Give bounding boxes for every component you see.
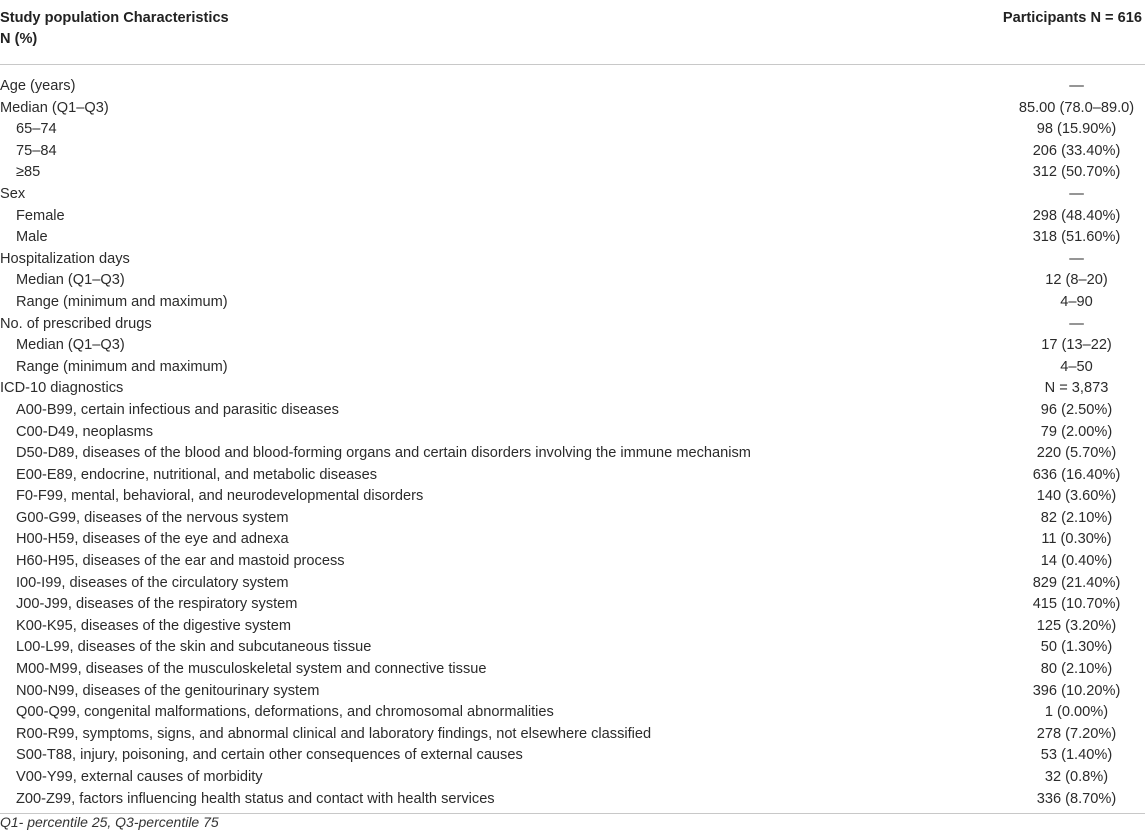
row-label: I00-I99, diseases of the circulatory system	[16, 574, 289, 591]
row-label: 75–84	[16, 142, 57, 159]
row-label: F0-F99, mental, behavioral, and neurodevelopmental disorders	[16, 488, 424, 505]
table-row	[0, 400, 1145, 422]
row-label: ≥85	[16, 164, 41, 181]
row-value: 14 (0.40%)	[1040, 553, 1113, 570]
table-row	[0, 76, 1145, 98]
table-row	[0, 508, 1145, 530]
row-label: S00-T88, injury, poisoning, and certain other consequences of external causes	[16, 747, 523, 764]
table-row	[0, 681, 1145, 703]
table-row	[0, 745, 1145, 767]
row-label: E00-E89, endocrine, nutritional, and metabolic diseases	[16, 466, 378, 483]
table-body	[0, 65, 1145, 814]
row-label: D50-D89, diseases of the blood and blood-forming organs and certain disorders involving the immune mechanism	[16, 445, 751, 462]
row-label: Median (Q1–Q3)	[16, 337, 125, 354]
table-footnote: Q1- percentile 25, Q3-percentile 75	[0, 814, 219, 830]
table-row	[0, 141, 1145, 163]
row-label: Range (minimum and maximum)	[16, 293, 228, 310]
row-value: 4–50	[1060, 358, 1093, 375]
row-label: Median (Q1–Q3)	[16, 272, 125, 289]
row-value: 140 (3.60%)	[1036, 488, 1117, 505]
row-value: 80 (2.10%)	[1040, 661, 1113, 678]
table-row	[0, 422, 1145, 444]
table-row	[0, 789, 1145, 814]
row-value: 1 (0.00%)	[1044, 704, 1109, 721]
table-row	[0, 443, 1145, 465]
table-row	[0, 314, 1145, 336]
row-value: 4–90	[1060, 293, 1093, 310]
spacer-row	[0, 65, 1145, 77]
table-row	[0, 529, 1145, 551]
row-value: 79 (2.00%)	[1040, 423, 1113, 440]
row-label: V00-Y99, external causes of morbidity	[16, 769, 263, 785]
row-label: Female	[16, 207, 65, 224]
row-label: Sex	[0, 185, 26, 202]
row-value: 278 (7.20%)	[1036, 725, 1117, 742]
table-row	[0, 357, 1145, 379]
row-value: 17 (13–22)	[1041, 337, 1112, 354]
header-row	[0, 0, 1145, 65]
table-header	[0, 0, 1145, 65]
row-value: 336 (8.70%)	[900, 789, 1145, 814]
row-label: Age (years)	[0, 78, 76, 94]
table-row	[0, 162, 1145, 184]
table-row	[0, 249, 1145, 271]
row-value: 98 (15.90%)	[1036, 121, 1117, 138]
row-label: L00-L99, diseases of the skin and subcutaneous tissue	[16, 639, 372, 656]
row-value: N = 3,873	[1044, 380, 1109, 397]
header-participants: Participants N = 616	[900, 0, 1145, 65]
row-value: —	[1069, 185, 1084, 202]
row-label: R00-R99, symptoms, signs, and abnormal clinical and laboratory findings, not elsewhere classified	[16, 725, 652, 742]
row-label: 65–74	[16, 121, 57, 138]
table-row	[0, 270, 1145, 292]
row-value: 53 (1.40%)	[1040, 747, 1113, 764]
header-characteristics	[0, 0, 900, 65]
row-value: 206 (33.40%)	[1032, 142, 1121, 159]
table-row	[0, 335, 1145, 357]
row-value: 12 (8–20)	[1045, 272, 1108, 289]
row-label: M00-M99, diseases of the musculoskeletal system and connective tissue	[16, 661, 487, 678]
row-value: 312 (50.70%)	[1032, 164, 1121, 181]
row-value: 396 (10.20%)	[1032, 682, 1121, 699]
row-value: 125 (3.20%)	[1036, 617, 1117, 634]
row-label: Male	[16, 229, 48, 246]
row-value: 32 (0.8%)	[1044, 769, 1109, 785]
row-value: 415 (10.70%)	[1032, 596, 1121, 613]
row-label: No. of prescribed drugs	[0, 315, 152, 332]
table-row	[0, 486, 1145, 508]
table-row	[0, 465, 1145, 487]
row-label: Z00-Z99, factors influencing health status and contact with health services	[0, 789, 900, 814]
header-characteristics-line2: N (%)	[0, 31, 38, 47]
table-row	[0, 724, 1145, 746]
row-label: H60-H95, diseases of the ear and mastoid process	[16, 553, 345, 570]
row-value: 11 (0.30%)	[1041, 531, 1112, 548]
row-value: 220 (5.70%)	[1036, 445, 1117, 462]
table-row	[0, 573, 1145, 595]
row-value: 829 (21.40%)	[1032, 574, 1121, 591]
row-label: N00-N99, diseases of the genitourinary system	[16, 682, 320, 699]
row-value: —	[1069, 250, 1084, 267]
row-label: A00-B99, certain infectious and parasitic diseases	[16, 401, 339, 418]
row-label: G00-G99, diseases of the nervous system	[16, 509, 289, 526]
row-value: 318 (51.60%)	[1032, 229, 1121, 246]
row-value: 96 (2.50%)	[1040, 401, 1113, 418]
row-value: 50 (1.30%)	[1040, 639, 1113, 656]
table-row	[0, 702, 1145, 724]
table-row	[0, 551, 1145, 573]
table-row	[0, 637, 1145, 659]
row-label: K00-K95, diseases of the digestive system	[16, 617, 291, 634]
table-row	[0, 98, 1145, 120]
table-row	[0, 767, 1145, 789]
row-label: Hospitalization days	[0, 250, 130, 267]
row-value: 298 (48.40%)	[1032, 207, 1121, 224]
row-label: Median (Q1–Q3)	[0, 99, 109, 116]
row-label: Q00-Q99, congenital malformations, deformations, and chromosomal abnormalities	[16, 704, 554, 721]
table-row	[0, 184, 1145, 206]
row-label: Range (minimum and maximum)	[16, 358, 228, 375]
row-value: —	[1069, 78, 1084, 94]
row-label: C00-D49, neoplasms	[16, 423, 154, 440]
table-row	[0, 616, 1145, 638]
header-characteristics-line1: Study population Characteristics	[0, 10, 229, 26]
table-row	[0, 119, 1145, 141]
table-row	[0, 206, 1145, 228]
row-value: 82 (2.10%)	[1040, 509, 1113, 526]
row-value: 85.00 (78.0–89.0)	[1018, 99, 1135, 116]
table-row	[0, 659, 1145, 681]
table-row	[0, 227, 1145, 249]
table-row	[0, 292, 1145, 314]
row-value: —	[1069, 315, 1084, 332]
row-label: J00-J99, diseases of the respiratory system	[16, 596, 298, 613]
row-label: H00-H59, diseases of the eye and adnexa	[16, 531, 289, 548]
table-row	[0, 378, 1145, 400]
row-value: 636 (16.40%)	[1032, 466, 1121, 483]
row-label: ICD-10 diagnostics	[0, 380, 124, 397]
table-row	[0, 594, 1145, 616]
